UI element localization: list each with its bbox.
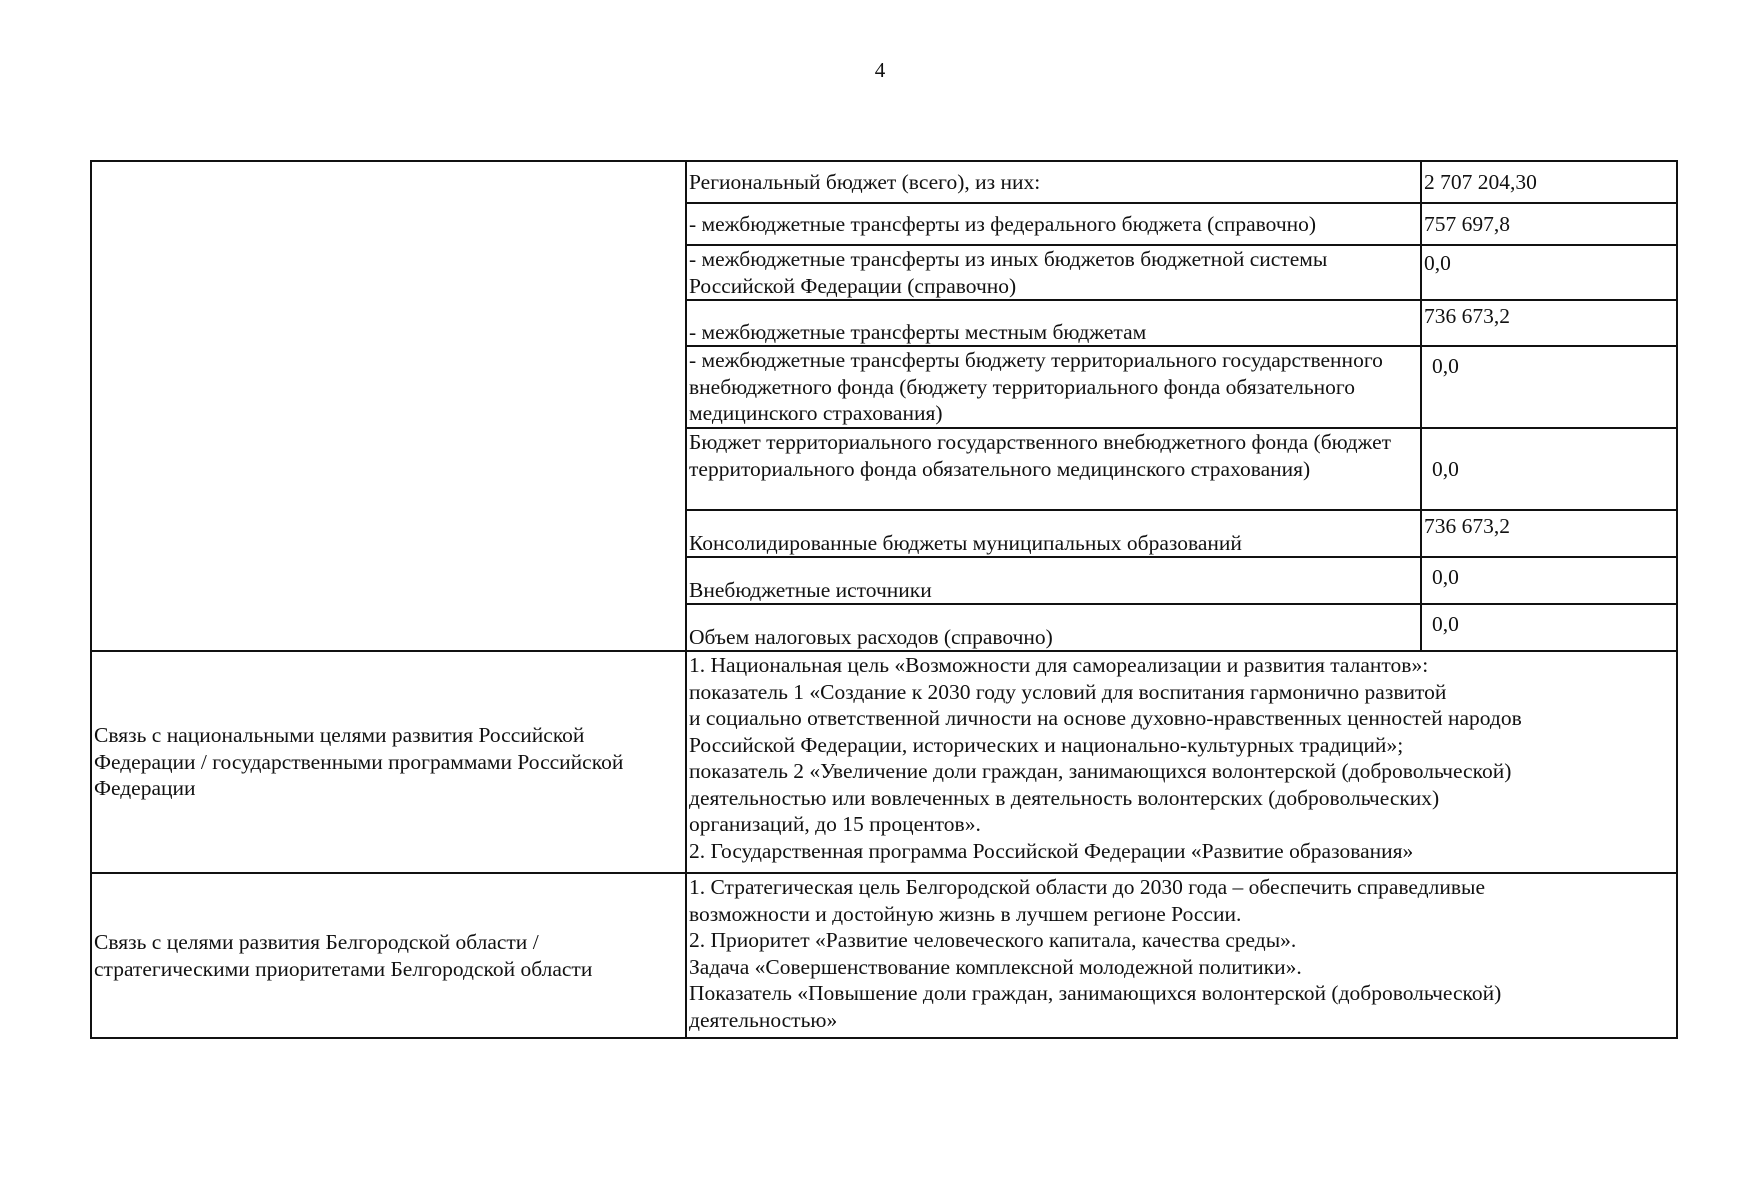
national-goals-line: Российской Федерации, исторических и национально-культурных традиций»; bbox=[689, 732, 1404, 757]
national-goals-line: 1. Национальная цель «Возможности для самореализации и развития талантов»: bbox=[689, 653, 1429, 677]
budget-row-value: 0,0 bbox=[1421, 428, 1677, 510]
budget-row-label: Объем налоговых расходов (справочно) bbox=[686, 604, 1421, 651]
national-goals-line: организаций, до 15 процентов». bbox=[689, 812, 981, 836]
regional-goals-line: Показатель «Повышение доли граждан, занимающихся волонтерской (добровольческой) bbox=[689, 981, 1502, 1005]
national-goals-line: и социально ответственной личности на основе духовно-нравственных ценностей народов bbox=[689, 706, 1522, 730]
empty-left-cell bbox=[91, 161, 686, 651]
national-goals-content bbox=[686, 651, 1677, 873]
budget-row-value: 0,0 bbox=[1421, 346, 1677, 428]
regional-goals-line: возможности и достойную жизнь в лучшем регионе России. bbox=[689, 901, 1242, 926]
table-row-national-goals bbox=[91, 651, 1677, 873]
regional-goals-content bbox=[686, 873, 1677, 1038]
national-goals-line: показатель 2 «Увеличение доли граждан, занимающихся волонтерской (добровольческой) bbox=[689, 759, 1512, 783]
budget-row-label: - межбюджетные трансферты из иных бюджетов бюджетной системы Российской Федерации (справочно) bbox=[686, 245, 1421, 300]
national-goals-label: Связь с национальными целями развития Российской Федерации / государственными программами Российской Федерации bbox=[91, 651, 686, 873]
budget-row-value: 757 697,8 bbox=[1421, 203, 1677, 245]
page-number: 4 bbox=[874, 58, 886, 82]
budget-row-label: Региональный бюджет (всего), из них: bbox=[686, 161, 1421, 203]
national-goals-line: деятельностью или вовлеченных в деятельность волонтерских (добровольческих) bbox=[689, 785, 1440, 810]
budget-row-value: 0,0 bbox=[1421, 245, 1677, 300]
regional-goals-line: деятельностью» bbox=[689, 1007, 838, 1032]
budget-row-value: 2 707 204,30 bbox=[1421, 161, 1677, 203]
budget-row-label: - межбюджетные трансферты из федерального бюджета (справочно) bbox=[686, 203, 1421, 245]
national-goals-line: показатель 1 «Создание к 2030 году условий для воспитания гармонично развитой bbox=[689, 679, 1447, 704]
regional-goals-line: Задача «Совершенствование комплексной молодежной политики». bbox=[689, 954, 1302, 979]
budget-row-label: Консолидированные бюджеты муниципальных образований bbox=[686, 510, 1421, 557]
budget-row-value: 0,0 bbox=[1421, 557, 1677, 604]
budget-row-label: - межбюджетные трансферты местным бюджетам bbox=[686, 300, 1421, 346]
budget-row-label: Внебюджетные источники bbox=[686, 557, 1421, 604]
regional-goals-line: 1. Стратегическая цель Белгородской области до 2030 года – обеспечить справедливые bbox=[689, 875, 1485, 899]
budget-row-value: 736 673,2 bbox=[1421, 510, 1677, 557]
table-row-regional-goals bbox=[91, 873, 1677, 1038]
regional-goals-line: 2. Приоритет «Развитие человеческого капитала, качества среды». bbox=[689, 928, 1297, 952]
budget-row-label: - межбюджетные трансферты бюджету территориального государственного внебюджетного фонда (бюджету территориального фонда обязательного медицинского страхования) bbox=[686, 346, 1421, 428]
passport-table bbox=[90, 160, 1678, 1039]
budget-row-value: 0,0 bbox=[1421, 604, 1677, 651]
budget-row-label: Бюджет территориального государственного внебюджетного фонда (бюджет территориального фонда обязательного медицинского страхования) bbox=[686, 428, 1421, 510]
budget-row-value: 736 673,2 bbox=[1421, 300, 1677, 346]
regional-goals-label: Связь с целями развития Белгородской области / стратегическими приоритетами Белгородской области bbox=[91, 873, 686, 1038]
table-row bbox=[91, 161, 1677, 203]
national-goals-line: 2. Государственная программа Российской Федерации «Развитие образования» bbox=[689, 838, 1414, 863]
